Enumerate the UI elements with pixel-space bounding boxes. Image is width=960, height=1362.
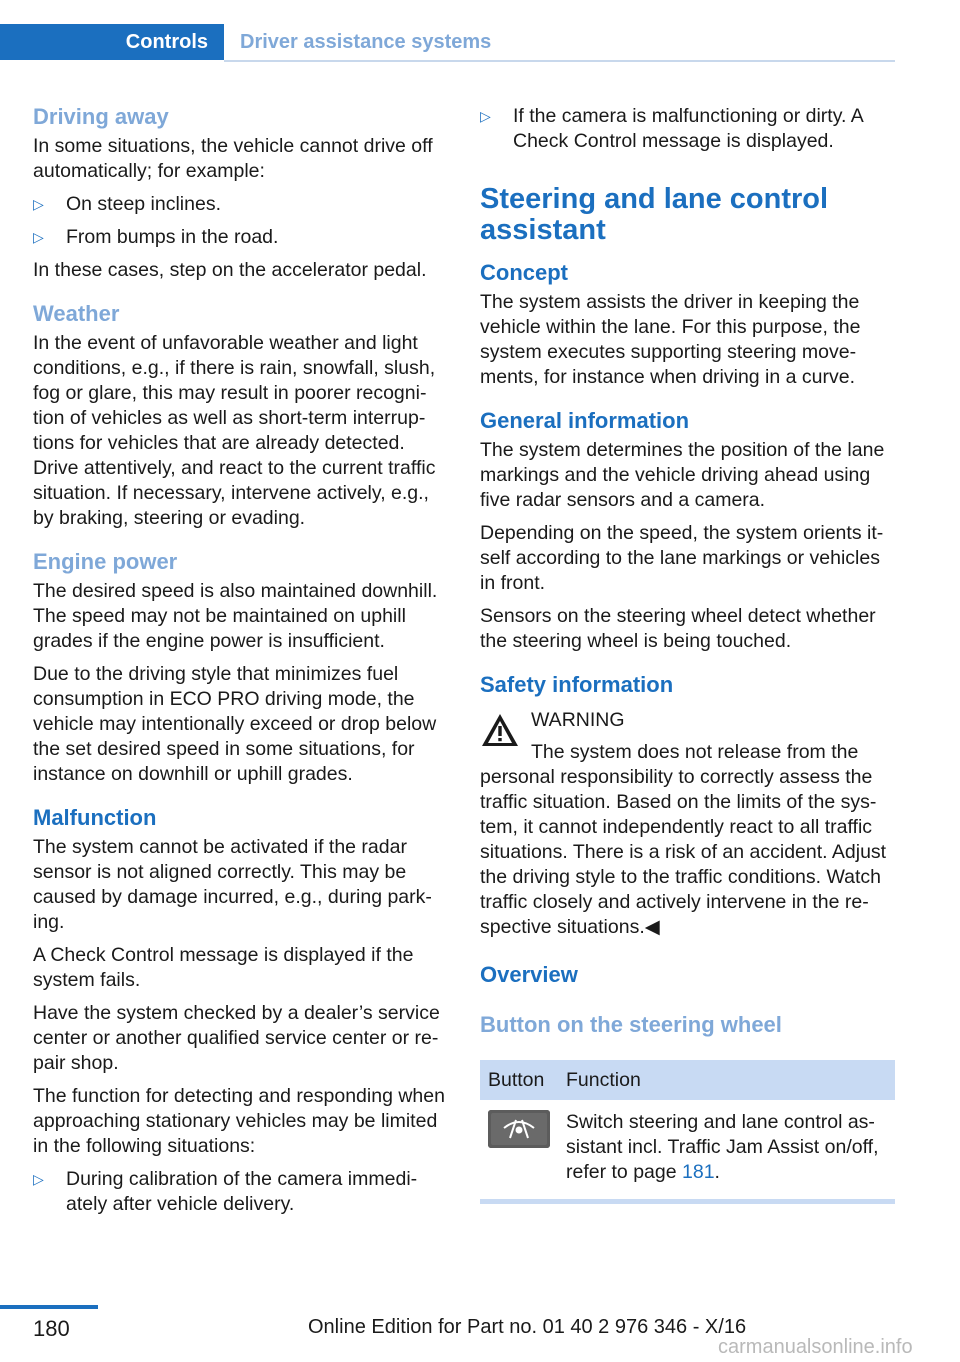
- right-column: [480, 100, 896, 1204]
- heading-malfunction: Malfunction: [33, 805, 157, 830]
- list-item: ▷ If the camera is malfunctioning or dirty. A Check Control message is displayed.: [480, 105, 863, 152]
- paragraph: The system determines the position of the lane markings and the vehicle driving ahead using five radar sensors and a camera.: [480, 439, 885, 511]
- left-column: [33, 100, 449, 1217]
- paragraph: In the event of unfavorable weather and light conditions, e.g., if there is rain, snowfall, slush, fog or glare, this may result in poorer recognition of vehicles as well as short-term interruptions for vehicles that are already detected. Drive attentively, and react to the current traffic situation. If necessary, intervene actively, e.g., by braking, steering or evading.: [33, 332, 436, 529]
- function-cell: Switch steering and lane control assistant incl. Traffic Jam Assist on/off, refer to page 181.: [566, 1111, 879, 1183]
- header-rule: [224, 60, 895, 62]
- list-item: ▷ On steep inclines.: [33, 193, 222, 215]
- heading-weather: Weather: [33, 301, 120, 326]
- heading-overview: Overview: [480, 962, 578, 987]
- bullet-triangle-icon: ▷: [33, 1171, 44, 1187]
- footer-rule: [0, 1305, 98, 1309]
- paragraph: Due to the driving style that minimizes fuel consumption in ECO PRO driving mode, the vehicle may intentionally exceed or drop below the set desired speed in some situations, for instance on downhill or uphill grades.: [33, 663, 437, 785]
- watermark: carmanualsonline.info: [718, 1336, 913, 1358]
- paragraph: The system assists the driver in keeping the vehicle within the lane. For this purpose, the system executes supporting steering movements, for instance when driving in a curve.: [480, 291, 861, 388]
- heading-steering-lane-control: Steering and lane control assistant: [480, 183, 829, 246]
- paragraph: Depending on the speed, the system orients itself according to the lane markings or vehicles in front.: [480, 522, 884, 594]
- paragraph: The system cannot be activated if the radar sensor is not aligned correctly. This may be caused by damage incurred, e.g., during parking.: [33, 836, 432, 933]
- heading-general-information: General information: [480, 408, 690, 433]
- lane-assist-button[interactable]: [488, 1110, 550, 1148]
- button-function-table: [480, 1060, 895, 1204]
- column-header-button: Button: [480, 1060, 558, 1100]
- page-number: 180: [33, 1316, 70, 1341]
- paragraph: The function for detecting and responding when approaching stationary vehicles may be limited in the following situations:: [33, 1085, 445, 1157]
- paragraph: A Check Control message is displayed if the system fails.: [33, 944, 414, 991]
- heading-button-steering-wheel: Button on the steering wheel: [480, 1012, 782, 1037]
- bullet-triangle-icon: ▷: [33, 196, 44, 212]
- warning-block: [480, 708, 896, 940]
- table-header-row: [480, 1060, 895, 1100]
- chapter-tab[interactable]: Controls: [0, 24, 224, 60]
- section-title: Driver assistance systems: [240, 31, 492, 53]
- warning-label: WARNING: [531, 709, 625, 731]
- page-reference-link[interactable]: 181: [682, 1161, 715, 1183]
- paragraph: In some situations, the vehicle cannot drive off automatically; for example:: [33, 135, 433, 182]
- column-header-function: Function: [558, 1060, 895, 1100]
- paragraph: In these cases, step on the accelerator pedal.: [33, 259, 427, 281]
- list-item: ▷ From bumps in the road.: [33, 226, 279, 248]
- heading-driving-away: Driving away: [33, 104, 169, 129]
- button-cell: [480, 1100, 558, 1202]
- warning-text: The system does not release from the: [531, 741, 859, 763]
- edition-note: Online Edition for Part no. 01 40 2 976 346 - X/16: [308, 1316, 747, 1338]
- heading-safety-information: Safety information: [480, 672, 674, 697]
- bullet-triangle-icon: ▷: [480, 108, 491, 124]
- heading-engine-power: Engine power: [33, 549, 178, 574]
- bullet-triangle-icon: ▷: [33, 229, 44, 245]
- page-header: [0, 24, 895, 62]
- steering-lane-assist-icon: [488, 1110, 550, 1148]
- paragraph: The desired speed is also maintained downhill. The speed may not be maintained on uphill grades if the engine power is insufficient.: [33, 580, 438, 652]
- table-row: [480, 1100, 895, 1202]
- paragraph: Sensors on the steering wheel detect whether the steering wheel is being touched.: [480, 605, 876, 652]
- warning-text-continued: personal responsibility to correctly assess the traffic situation. Based on the limits of the system, it cannot independently react to all traffic situations. There is a risk of an accident. Adjust the driving style to the traffic conditions. Watch traffic closely and actively intervene in the respective situations.◀: [480, 766, 887, 938]
- paragraph: Have the system checked by a dealer’s service center or another qualified service center or repair shop.: [33, 1002, 440, 1074]
- heading-concept: Concept: [480, 260, 568, 285]
- warning-triangle-icon: [480, 712, 520, 748]
- list-item: ▷ During calibration of the camera immediately after vehicle delivery.: [33, 1168, 418, 1215]
